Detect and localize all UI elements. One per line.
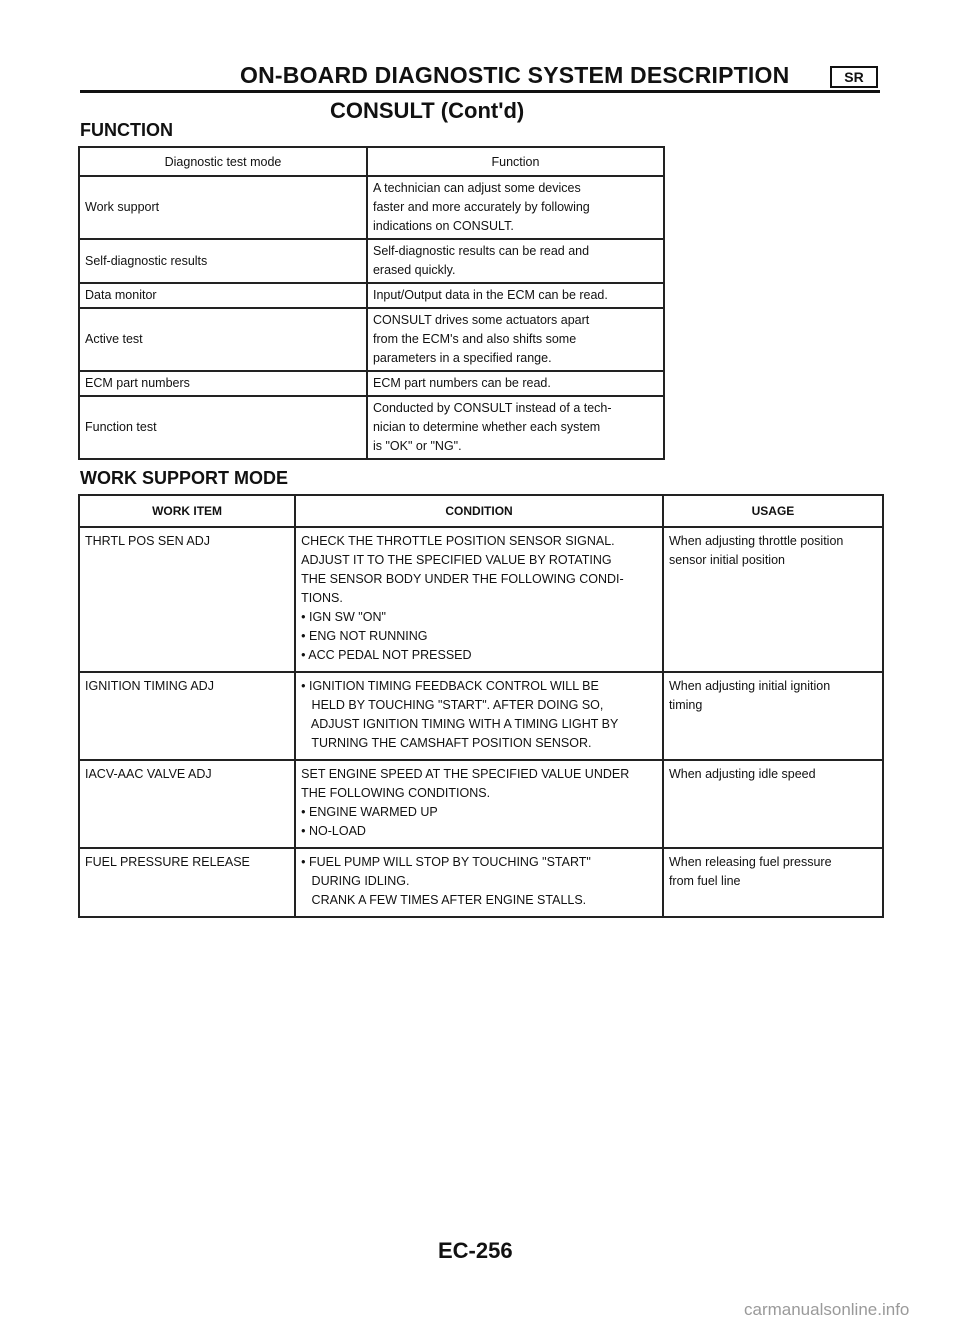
condition-text-line: CHECK THE THROTTLE POSITION SENSOR SIGNAL. [301, 534, 615, 548]
column-header: Function [367, 147, 664, 176]
condition-text-line: HELD BY TOUCHING "START". AFTER DOING SO, [301, 698, 604, 712]
function-cell [367, 176, 664, 239]
function-text-line: A technician can adjust some devices [372, 181, 581, 195]
table-row [79, 527, 883, 672]
condition-text-line: • IGNITION TIMING FEEDBACK CONTROL WILL BE [301, 679, 599, 693]
usage-cell [663, 527, 883, 672]
diagnostic-mode-cell: Data monitor [79, 283, 367, 308]
condition-text-line: • IGN SW "ON" [301, 610, 386, 624]
table-row [79, 396, 664, 459]
condition-text-line: • NO-LOAD [301, 824, 366, 838]
condition-text-line: CRANK A FEW TIMES AFTER ENGINE STALLS. [301, 893, 587, 907]
condition-cell [295, 848, 663, 917]
function-cell [367, 283, 664, 308]
table-row [79, 239, 664, 283]
usage-text-line: from fuel line [668, 874, 741, 888]
function-cell [367, 308, 664, 371]
work-item-cell: IGNITION TIMING ADJ [79, 672, 295, 760]
usage-text-line: When adjusting initial ignition [668, 679, 831, 693]
column-header: Diagnostic test mode [79, 147, 367, 176]
function-text-line: Self-diagnostic results can be read and [372, 244, 590, 258]
work-item-cell: IACV-AAC VALVE ADJ [79, 760, 295, 848]
condition-text-line: • ACC PEDAL NOT PRESSED [301, 648, 472, 662]
work-item-cell: FUEL PRESSURE RELEASE [79, 848, 295, 917]
function-text-line: parameters in a specified range. [372, 351, 552, 365]
condition-text-line: THE SENSOR BODY UNDER THE FOLLOWING CONDI- [301, 572, 624, 586]
table-header-row [79, 495, 883, 527]
condition-text-line: THE FOLLOWING CONDITIONS. [301, 786, 491, 800]
table-row [79, 848, 883, 917]
function-text-line: is "OK" or "NG". [372, 439, 462, 453]
usage-cell [663, 760, 883, 848]
function-text-line: Input/Output data in the ECM can be read. [372, 288, 608, 302]
function-cell [367, 371, 664, 396]
table-row [79, 308, 664, 371]
table-row [79, 760, 883, 848]
column-header: CONDITION [295, 495, 663, 527]
function-text-line: from the ECM's and also shifts some [372, 332, 577, 346]
usage-cell [663, 848, 883, 917]
condition-cell [295, 760, 663, 848]
usage-text-line: When adjusting throttle position [668, 534, 844, 548]
function-table [78, 146, 665, 460]
table-header-row [79, 147, 664, 176]
header-rule [80, 90, 880, 93]
condition-text-line: TURNING THE CAMSHAFT POSITION SENSOR. [301, 736, 592, 750]
usage-text-line: When releasing fuel pressure [668, 855, 832, 869]
table-row [79, 176, 664, 239]
usage-text-line: timing [668, 698, 703, 712]
condition-cell [295, 527, 663, 672]
function-text-line: nician to determine whether each system [372, 420, 601, 434]
work-support-table [78, 494, 884, 918]
condition-text-line: • FUEL PUMP WILL STOP BY TOUCHING "START" [301, 855, 591, 869]
condition-text-line: DURING IDLING. [301, 874, 410, 888]
usage-text-line: sensor initial position [668, 553, 785, 567]
condition-text-line: ADJUST IT TO THE SPECIFIED VALUE BY ROTATING [301, 553, 612, 567]
function-text-line: faster and more accurately by following [372, 200, 590, 214]
condition-cell [295, 672, 663, 760]
function-text-line: CONSULT drives some actuators apart [372, 313, 590, 327]
condition-text-line: TIONS. [301, 591, 343, 605]
function-section-title: FUNCTION [80, 120, 173, 140]
diagnostic-mode-cell: ECM part numbers [79, 371, 367, 396]
column-header: USAGE [663, 495, 883, 527]
function-text-line: erased quickly. [372, 263, 456, 277]
function-text-line: ECM part numbers can be read. [372, 376, 551, 390]
function-cell [367, 239, 664, 283]
function-text-line: Conducted by CONSULT instead of a tech- [372, 401, 612, 415]
diagnostic-mode-cell: Self-diagnostic results [79, 239, 367, 283]
table-row [79, 283, 664, 308]
section-badge: SR [830, 66, 878, 88]
page-title: ON-BOARD DIAGNOSTIC SYSTEM DESCRIPTION [240, 62, 790, 88]
work-item-cell: THRTL POS SEN ADJ [79, 527, 295, 672]
diagnostic-mode-cell: Function test [79, 396, 367, 459]
usage-text-line: When adjusting idle speed [668, 767, 816, 781]
work-support-section-title: WORK SUPPORT MODE [80, 468, 289, 488]
condition-text-line: SET ENGINE SPEED AT THE SPECIFIED VALUE UNDER [301, 767, 630, 781]
diagnostic-mode-cell: Work support [79, 176, 367, 239]
watermark: carmanualsonline.info [744, 1300, 910, 1319]
condition-text-line: • ENGINE WARMED UP [301, 805, 438, 819]
column-header: WORK ITEM [79, 495, 295, 527]
condition-text-line: • ENG NOT RUNNING [301, 629, 428, 643]
usage-cell [663, 672, 883, 760]
function-cell [367, 396, 664, 459]
table-row [79, 371, 664, 396]
page-subtitle: CONSULT (Cont'd) [330, 98, 525, 123]
diagnostic-mode-cell: Active test [79, 308, 367, 371]
page-number: EC-256 [438, 1238, 513, 1263]
condition-text-line: ADJUST IGNITION TIMING WITH A TIMING LIGHT BY [301, 717, 619, 731]
table-row [79, 672, 883, 760]
function-text-line: indications on CONSULT. [372, 219, 514, 233]
